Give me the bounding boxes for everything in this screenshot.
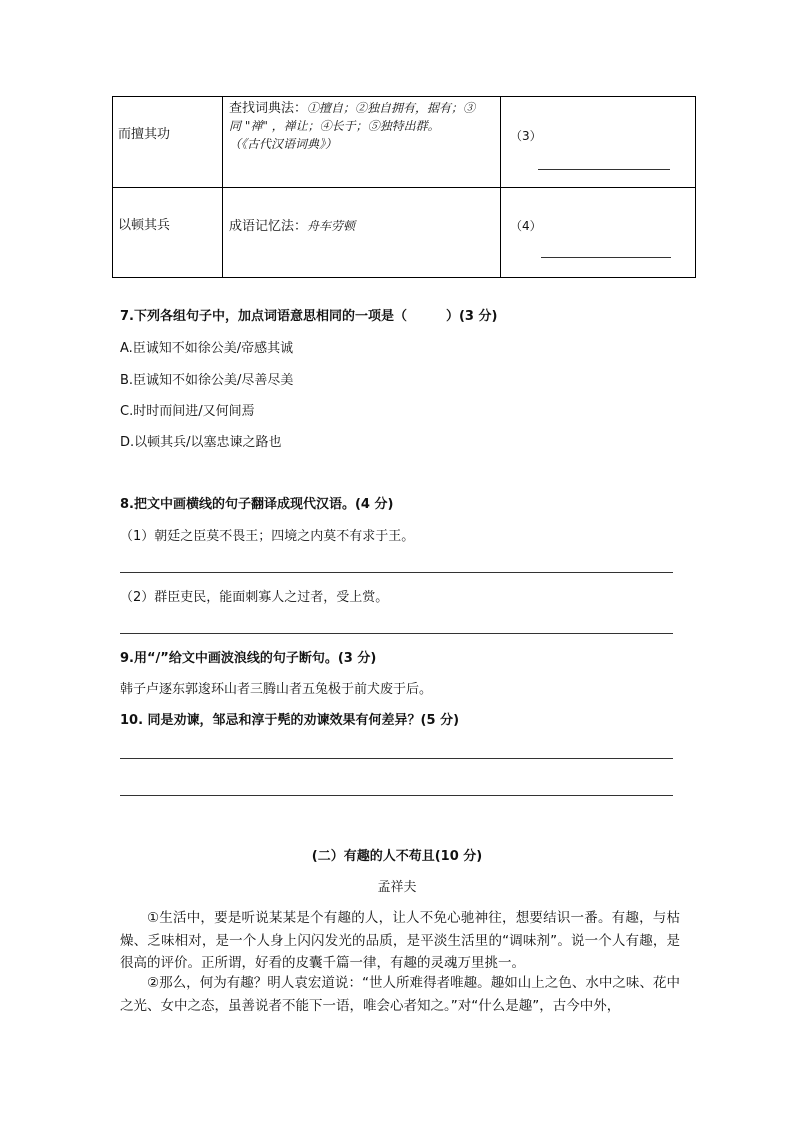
table-border-right	[695, 96, 696, 278]
question-8-item-1: （1）朝廷之臣莫不畏王；四境之内莫不有求于王。	[120, 529, 415, 544]
answer-number: （4）	[510, 219, 542, 233]
table-col-divider-1	[222, 96, 223, 278]
question-7-option-a: A.臣诚知不如徐公美/帝感其诚	[120, 341, 294, 356]
table-method	[229, 100, 475, 117]
method-line: （《古代汉语词典》）	[229, 137, 338, 151]
question-10-title: 10. 同是劝谏，邹忌和淳于髡的劝谏效果有何差异？(5 分)	[120, 713, 460, 728]
answer-number: （3）	[510, 129, 542, 143]
article-paragraph-1: ①生活中，要是听说某某是个有趣的人，让人不免心驰神往，想要结识一番。有趣，与枯燥、乏味相对，是一个人身上闪闪发光的品质，是平淡生活里的“调味剂”。说一个人有趣，是很高的评价。正所谓，好看的皮囊千篇一律，有趣的灵魂万里挑一。	[120, 910, 680, 971]
section-title: (二）有趣的人不苟且(10 分)	[311, 849, 483, 864]
method-label: 查找词典法：	[229, 101, 308, 116]
table-border-bottom	[112, 277, 696, 278]
answer-blank[interactable]	[538, 169, 670, 170]
answer-line[interactable]	[120, 795, 673, 796]
question-8-title: 8.把文中画横线的句子翻译成现代汉语。(4 分)	[120, 497, 394, 512]
table-word: 而擅其功	[118, 127, 171, 142]
answer-line[interactable]	[120, 758, 673, 759]
question-7-option-c: C.时时而间进/又何间焉	[120, 404, 255, 419]
answer-blank[interactable]	[541, 257, 671, 258]
question-9-title: 9.用“/”给文中画波浪线的句子断句。(3 分)	[120, 651, 377, 666]
table-col-divider-2	[500, 96, 501, 278]
method-line: 同 "禅" ，禅让；④长于；⑤独特出群。	[229, 119, 440, 133]
table-border-left	[112, 96, 113, 278]
answer-line[interactable]	[120, 633, 673, 634]
question-8-item-2: （2）群臣吏民，能面刺寡人之过者，受上赏。	[120, 590, 389, 605]
table-row-divider	[112, 187, 696, 188]
method-label: 成语记忆法：	[229, 219, 308, 234]
article-paragraph-2: ②那么，何为有趣？明人袁宏道说：“世人所难得者唯趣。趣如山上之色、水中之味、花中之光、女中之态，虽善说者不能下一语，唯会心者知之。”对“什么是趣”，古今中外，	[120, 975, 680, 1014]
table-method	[229, 218, 355, 235]
article-author: 孟祥夫	[377, 880, 417, 895]
answer-line[interactable]	[120, 572, 673, 573]
question-7-option-b: B.臣诚知不如徐公美/尽善尽美	[120, 373, 294, 388]
table-word: 以顿其兵	[118, 218, 171, 233]
method-line: 舟车劳顿	[307, 219, 356, 233]
question-9-text: 韩子卢逐东郭逡环山者三腾山者五兔极于前犬废于后。	[120, 682, 433, 697]
method-line: ①擅自；②独自拥有，据有；③	[307, 101, 476, 115]
question-7-title: 7.下列各组句子中，加点词语意思相同的一项是（ ）(3 分)	[120, 309, 498, 324]
question-7-option-d: D.以顿其兵/以塞忠谏之路也	[120, 435, 282, 450]
table-border-top	[112, 96, 696, 97]
